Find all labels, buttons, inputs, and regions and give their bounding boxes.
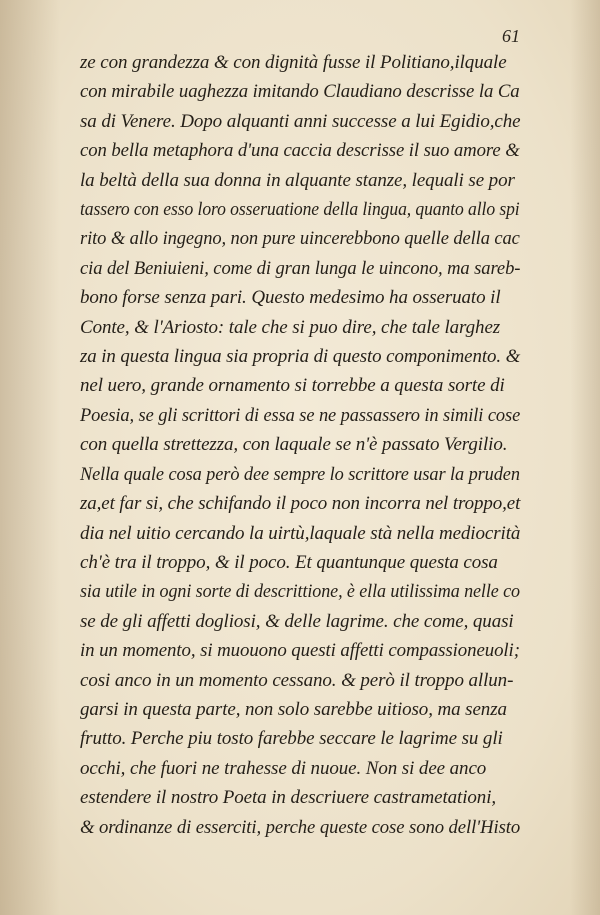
text-line: dia nel uitio cercando la uirtù,laquale stà nella mediocrità xyxy=(80,522,521,544)
text-line: estendere il nostro Poeta in descriuere castrametationi, xyxy=(80,787,497,809)
text-line: rito & allo ingegno, non pure uincerebbono quelle della cac xyxy=(80,228,520,250)
text-line: con bella metaphora d'una caccia descrisse il suo amore & xyxy=(80,140,520,162)
text-line: za in questa lingua sia propria di questo componimento. & xyxy=(80,346,521,368)
text-line: tassero con esso loro osseruatione della lingua, quanto allo spi xyxy=(80,199,520,221)
text-line: & ordinanze di esserciti, perche queste cose sono dell'Histo xyxy=(80,816,521,838)
text-line: ze con grandezza & con dignità fusse il Politiano,ilquale xyxy=(80,52,507,73)
text-line: nel uero, grande ornamento si torrebbe a questa sorte di xyxy=(80,375,505,397)
text-line: frutto. Perche piu tosto farebbe seccare le lagrime su gli xyxy=(80,728,503,750)
text-line: se de gli affetti dogliosi, & delle lagrime. che come, quasi xyxy=(80,610,514,632)
text-line: con quella strettezza, con laquale se n'è passato Vergilio. xyxy=(80,434,508,456)
text-line: sia utile in ogni sorte di descrittione, è ella utilissima nelle co xyxy=(80,581,520,603)
text-line: con mirabile uaghezza imitando Claudiano descrisse la Ca xyxy=(80,81,520,103)
text-line: sa di Venere. Dopo alquanti anni successe a lui Egidio,che xyxy=(80,110,521,132)
body-text xyxy=(80,48,520,842)
text-line: garsi in questa parte, non solo sarebbe uitioso, ma senza xyxy=(80,698,507,720)
text-line: Conte, & l'Ariosto: tale che si puo dire, che tale larghez xyxy=(80,316,501,338)
text-line: la beltà della sua donna in alquante stanze, lequali se por xyxy=(80,169,515,191)
text-line: ch'è tra il troppo, & il poco. Et quantunque questa cosa xyxy=(80,551,498,573)
text-line: in un momento, si muouono questi affetti compassioneuoli; xyxy=(80,640,520,662)
text-line: bono forse senza pari. Questo medesimo ha osseruato il xyxy=(80,287,501,309)
text-line: Nella quale cosa però dee sempre lo scrittore usar la pruden xyxy=(80,463,520,485)
page-number: 61 xyxy=(502,26,520,46)
text-line: cia del Beniuieni, come di gran lunga le uincono, ma sareb- xyxy=(80,257,521,279)
text-line: cosi anco in un momento cessano. & però il troppo allun- xyxy=(80,669,514,691)
text-line: occhi, che fuori ne trahesse di nuoue. Non si dee anco xyxy=(80,757,487,779)
text-line: Poesia, se gli scrittori di essa se ne passassero in simili cose xyxy=(80,404,521,426)
text-line: za,et far si, che schifando il poco non incorra nel troppo,et xyxy=(80,493,521,515)
